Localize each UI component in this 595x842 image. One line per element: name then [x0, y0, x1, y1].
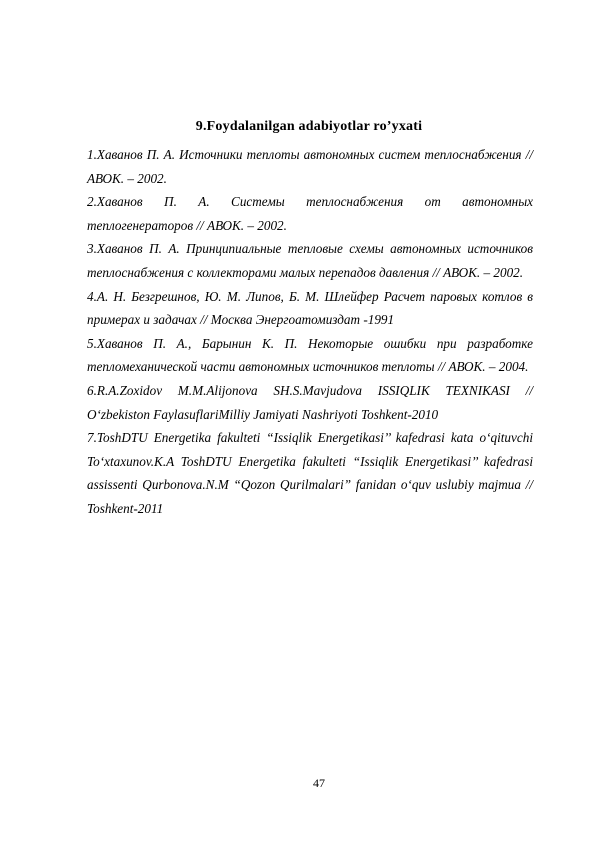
- reference-item: 2.Хаванов П. А. Системы теплоснабжения от автономных теплогенераторов // АВОК. – 2002.: [87, 194, 533, 233]
- reference-item: 6.R.A.Zoxidov M.M.Alijonova SH.S.Mavjudova ISSIQLIK TEXNIKASI // O‘zbekiston FaylasuflariMilliy Jamiyati Nashriyoti Toshkent-2010: [87, 382, 533, 422]
- reference-item: 5.Хаванов П. А., Барынин К. П. Некоторые ошибки при разработке тепломеханической части автономных источников теплоты // АВОК. – 2004.: [87, 335, 533, 375]
- reference-list: [87, 143, 533, 521]
- reference-item: 7.ToshDTU Energetika fakulteti “Issiqlik Energetikasi’’ kafedrasi kata o‘qituvchi To‘xtaxunov.K.A ToshDTU Energetika fakulteti “Issiqlik Energetikasi’’ kafedrasi assissenti Qurbonova.N.M “Qozon Qurilmalari” fanidan o‘quv uslubiy majmua // Toshkent-2011: [87, 430, 533, 516]
- reference-item: 1.Хаванов П. А. Источники теплоты автономных систем теплоснабжения // АВОК. – 2002.: [87, 147, 533, 186]
- reference-item: 4.А. Н. Безгрешнов, Ю. М. Липов, Б. М. Шлейфер Расчет паровых котлов в примерах и задачах // Москва Энергоатомиздат -1991: [87, 288, 533, 328]
- reference-item: 3.Хаванов П. А. Принципиальные тепловые схемы автономных источников теплоснабжения с коллекторами малых перепадов давления // АВОК. – 2002.: [87, 241, 533, 280]
- section-heading: 9.Foydalanilgan adabiyotlar ro’yxati: [195, 119, 423, 134]
- page-number: 47: [313, 776, 325, 790]
